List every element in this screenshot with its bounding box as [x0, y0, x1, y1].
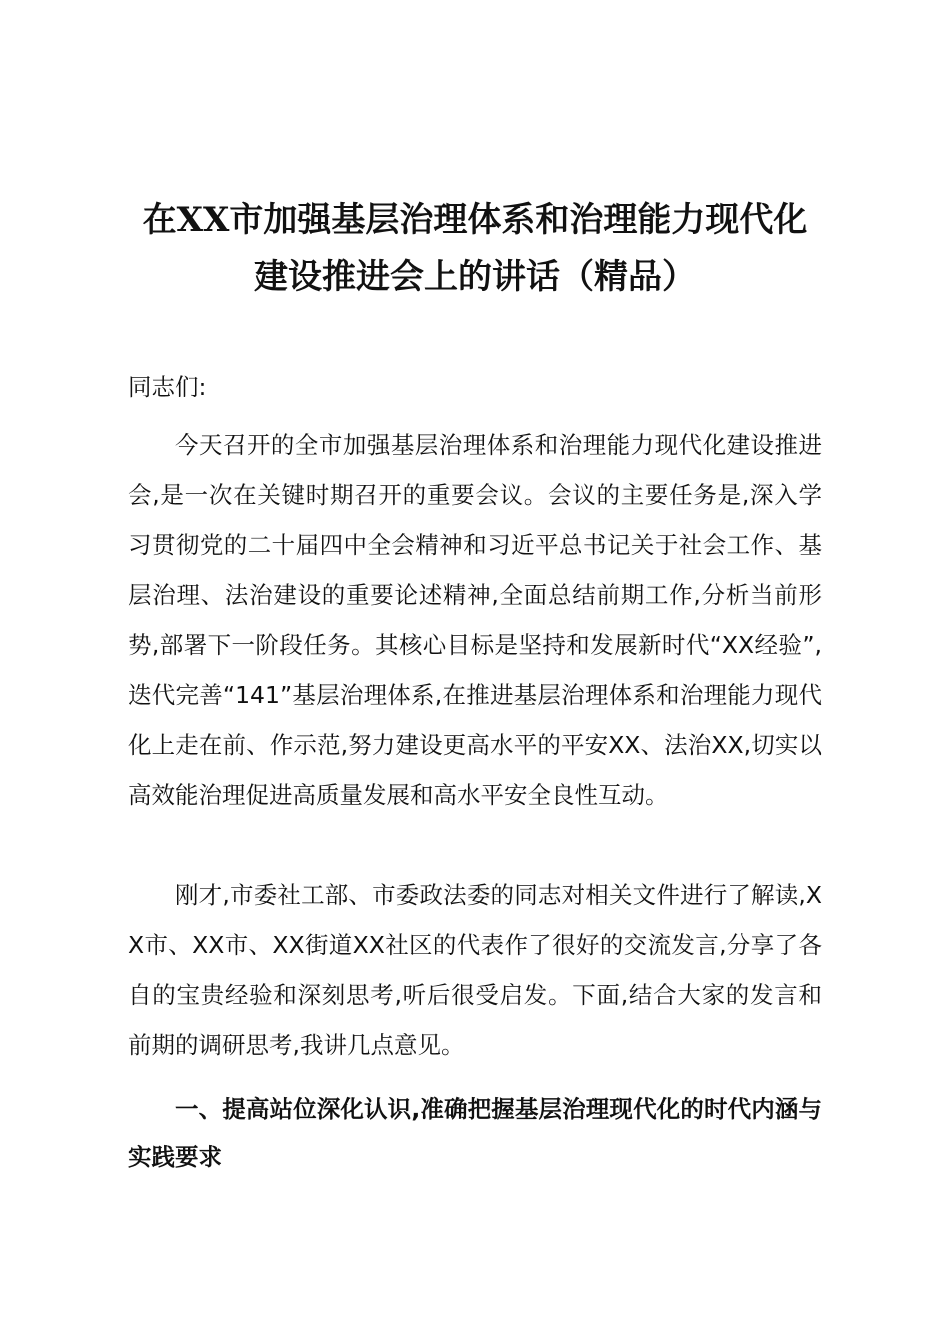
- section-heading-1: 一、提高站位深化认识,准确把握基层治理现代化的时代内涵与实践要求: [128, 1095, 822, 1171]
- document-title: 在XX市加强基层治理体系和治理能力现代化建设推进会上的讲话（精品）: [142, 200, 808, 297]
- paragraph-1: 今天召开的全市加强基层治理体系和治理能力现代化建设推进会,是一次在关键时期召开的重要会议。会议的主要任务是,深入学习贯彻党的二十届四中全会精神和习近平总书记关于社会工作、基层治理、法治建设的重要论述精神,全面总结前期工作,分析当前形势,部署下一阶段任务。其核心目标是坚持和发展新时代“XX经验”,迭代完善“141”基层治理体系,在推进基层治理体系和治理能力现代化上走在前、作示范,努力建设更高水平的平安XX、法治XX,切实以高效能治理促进高质量发展和高水平安全良性互动。: [128, 431, 822, 809]
- paragraph-2: 刚才,市委社工部、市委政法委的同志对相关文件进行了解读,XX市、XX市、XX街道XX社区的代表作了很好的交流发言,分享了各自的宝贵经验和深刻思考,听后很受启发。下面,结合大家的发言和前期的调研思考,我讲几点意见。: [128, 881, 822, 1059]
- salutation: 同志们:: [128, 373, 207, 401]
